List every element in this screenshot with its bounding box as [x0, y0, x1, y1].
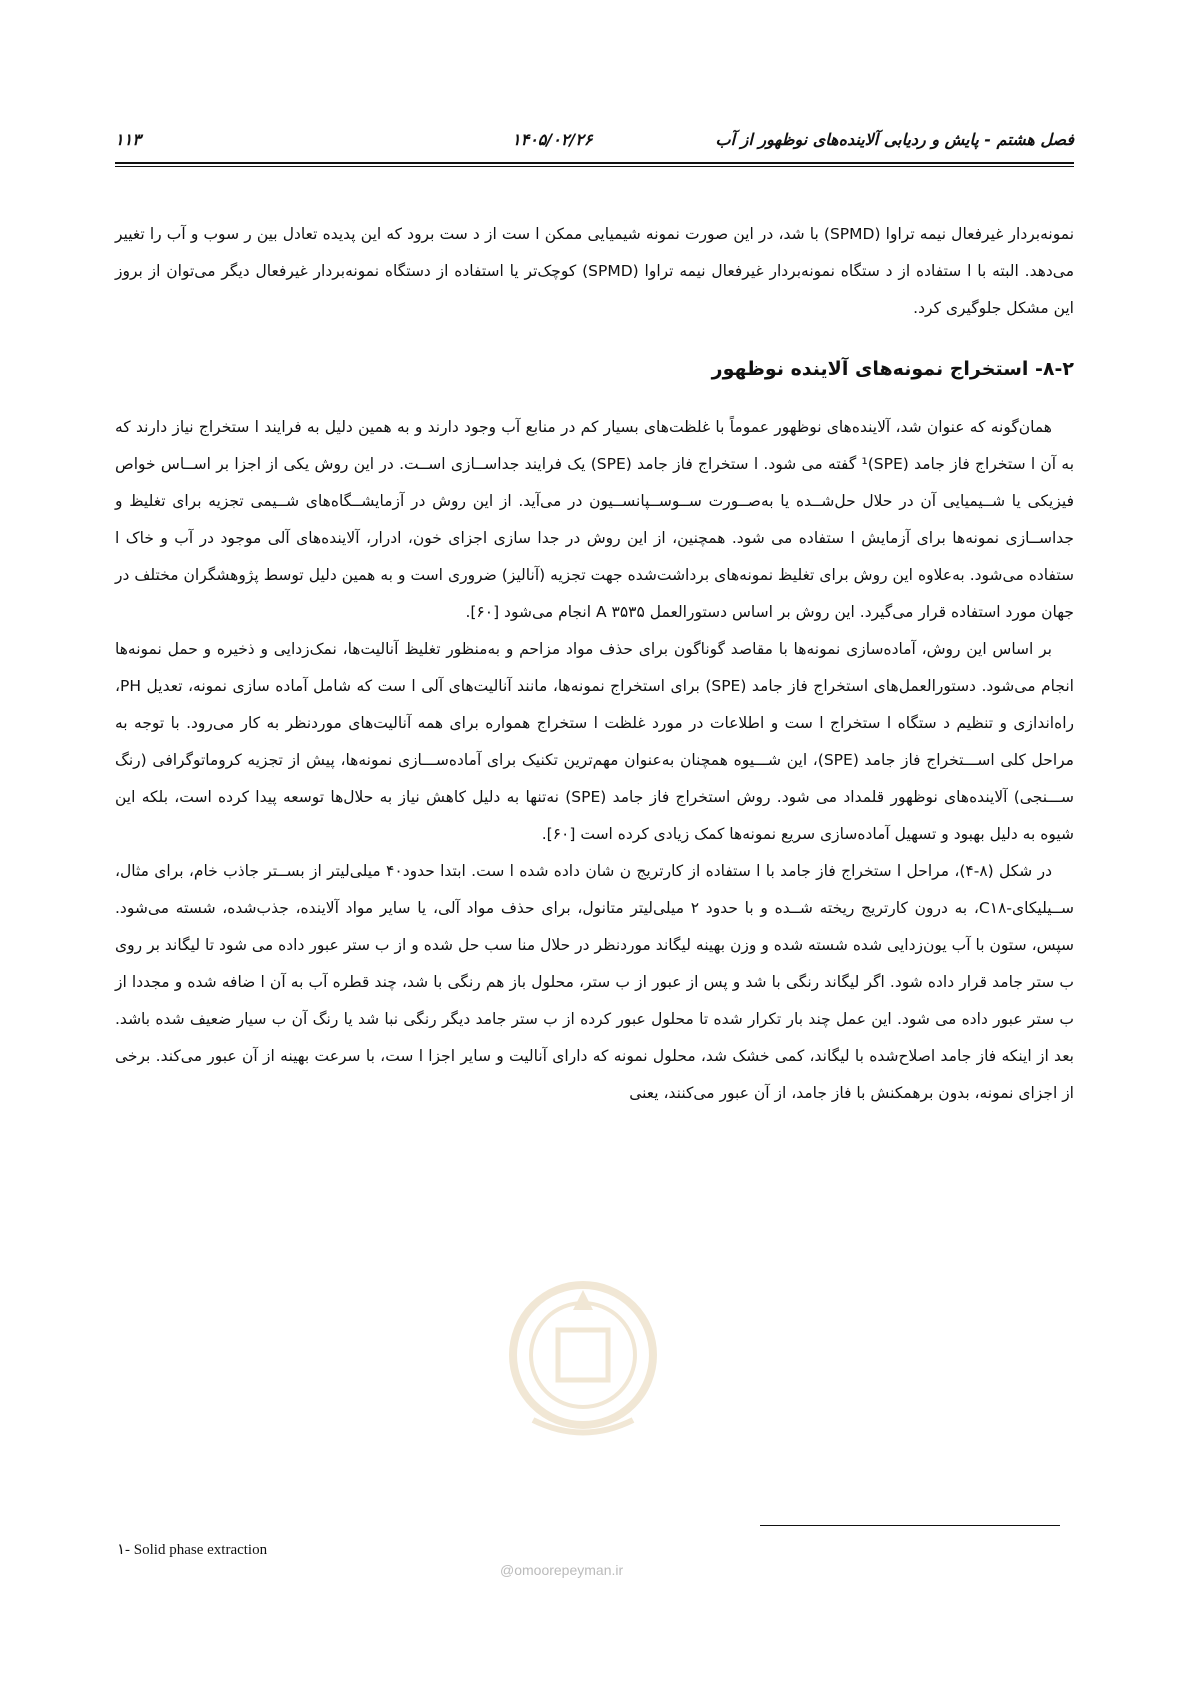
- section-heading: ۸-۲- استخراج نمونه‌های آلاینده نوظهور: [711, 358, 1074, 380]
- header-rule-thin: [115, 166, 1074, 167]
- paragraph-procedure: در شکل (۸-۴)، مراحل ا ستخراج فاز جامد با ا ستفاده از کارتریج ن شان داده شده ا ست. ابتدا حدود۴۰ میلی‌لیتر از بســتر جاذب خام، برای مثال، ســیلیکای-C۱۸، به درون کارتریج ریخته شــده و با حدود ۲ میلی‌لیتر متانول، برای حذف مواد آلی، یا سایر مواد آلاینده، جذب‌شده، شسته می‌شود. سپس، ستون با آب یون‌زدایی شده شسته شده و وزن بهینه لیگاند موردنظر در حلال منا سب حل شده و از ب ستر عبور داده می شود تا لیگاند بر روی ب ستر جامد قرار داده شود. اگر لیگاند رنگی با شد و پس از عبور از ب ستر، محلول باز هم رنگی با شد، چند قطره آب به آن ا ضافه شده و مجددا از ب ستر عبور داده می شود. این عمل چند بار تکرار شده تا محلول عبور کرده از ب ستر جامد دیگر رنگی نبا شد یا رنگ آن ب سیار ضعیف شده باشد. بعد از اینکه فاز جامد اصلاح‌شده با لیگاند، کمی خشک شد، محلول نمونه که دارای آنالیت و سایر اجزا ا ست، با سرعت بهینه از آن عبور می‌کند. برخی از اجزای نمونه، بدون برهمکنش با فاز جامد، از آن عبور می‌کنند، یعنی: [115, 862, 1074, 1102]
- header-date: ۱۴۰۵/۰۲/۲۶: [512, 130, 593, 149]
- body-text: [115, 216, 1074, 1112]
- watermark-logo: [503, 1270, 663, 1450]
- paragraph-sample-preparation: بر اساس این روش، آماده‌سازی نمونه‌ها با مقاصد گوناگون برای حذف مواد مزاحم و به‌منظور تغلیظ آنالیت‌ها، نمک‌زدایی و ذخیره و حمل نمونه‌ها انجام می‌شود. دستورالعمل‌های استخراج فاز جامد (SPE) برای استخراج نمونه‌ها، مانند آنالیت‌های آلی ا ست که شامل آماده سازی نمونه، تعدیل PH، راه‌اندازی و تنظیم د ستگاه ا ستخراج ا ست و اطلاعات در مورد غلظت ا ستخراج همواره برای همه آنالیت‌های موردنظر به کار می‌رود. با توجه به مراحل کلی اســـتخراج فاز جامد (SPE)، این شـــیوه همچنان به‌عنوان مهم‌ترین تکنیک برای آماده‌ســـازی نمونه‌ها، پیش از تجزیه کروماتوگرافی (رنگ ســـنجی) آلاینده‌های نوظهور قلمداد می شود. روش استخراج فاز جامد (SPE) نه‌تنها به دلیل کاهش نیاز به حلال‌ها توسعه پیدا کرده است، بلکه این شیوه به دلیل بهبود و تسهیل آماده‌سازی سریع نمونه‌ها کمک زیادی کرده است [۶۰].: [115, 640, 1074, 843]
- header-rule: [115, 162, 1074, 164]
- paragraph-spe-definition: همان‌گونه که عنوان شد، آلاینده‌های نوظهور عموماً با غلظت‌های بسیار کم در منابع آب وجود دارند و به همین دلیل به فرایند ا ستخراج نیاز دارند که به آن ا ستخراج فاز جامد (SPE)¹ گفته می شود. ا ستخراج فاز جامد (SPE) یک فرایند جداســازی اســت. در این روش یکی از اجزا بر اســاس خواص فیزیکی یا شــیمیایی آن در حلال حل‌شــده یا به‌صــورت ســوســپانســیون در می‌آید. از این روش در آزمایشــگاه‌های شــیمی تجزیه برای تغلیظ و جداســازی نمونه‌ها برای آزمایش ا ستفاده می شود. همچنین، از این روش در جدا سازی اجزای خون، ادرار، آلاینده‌های آلی موجود در آب و خاک ا ستفاده می‌شود. به‌علاوه این روش برای تغلیظ نمونه‌های برداشت‌شده جهت تجزیه (آنالیز) ضروری است و به همین دلیل توسط پژوهشگران مختلف در جهان مورد استفاده قرار می‌گیرد. این روش بر اساس دستورالعمل ۳۵۳۵ A انجام می‌شود [۶۰].: [115, 418, 1075, 621]
- paragraph-intro: نمونه‌بردار غیرفعال نیمه تراوا (SPMD) با شد، در این صورت نمونه شیمیایی ممکن ا ست از د ست برود که این پدیده تعادل بین ر سوب و آب را تغییر می‌دهد. البته با ا ستفاده از د ستگاه نمونه‌بردار غیرفعال نیمه تراوا (SPMD) کوچک‌تر یا استفاده از دستگاه نمونه‌بردار غیرفعال دیگر می‌توان از بروز این مشکل جلوگیری کرد.: [115, 225, 1075, 317]
- footnote-separator: [760, 1525, 1060, 1526]
- chapter-title: فصل هشتم - پایش و ردیابی آلاینده‌های نوظهور از آب: [715, 130, 1074, 149]
- running-header: [115, 130, 1074, 160]
- watermark-text: @omoorepeyman.ir: [500, 1562, 624, 1578]
- page-number: ۱۱۳: [115, 130, 141, 149]
- footnote: ۱- Solid phase extraction: [117, 1542, 268, 1558]
